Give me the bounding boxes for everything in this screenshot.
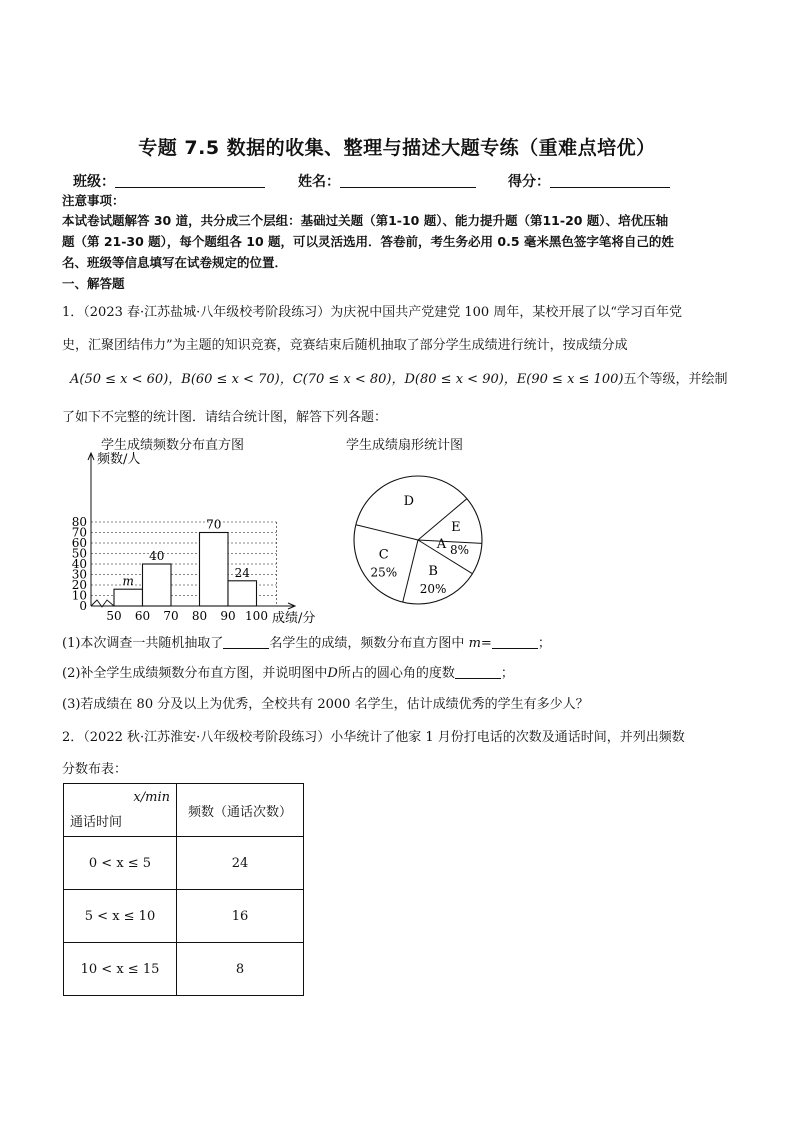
histogram-labels: [72, 452, 316, 624]
q1-grades-tail: 五个等级，并绘制: [623, 372, 728, 387]
section-heading: 一、解答题: [62, 276, 125, 291]
y-tick-label: 30: [71, 567, 87, 582]
class-blank[interactable]: [115, 173, 265, 188]
x-axis-label: 成绩/分: [272, 611, 316, 624]
y-tick-label: 20: [71, 578, 87, 592]
q1-sub1-text-b: 名学生的成绩，频数分布直方图中: [269, 636, 465, 651]
q1-sub1-m: m: [468, 636, 481, 651]
x-tick-label: 50: [106, 609, 122, 623]
notice-line-1: 本试卷试题解答 30 道，共分成三个层组：基础过关题（第1-10 题）、能力提升题（第11-20 题）、培优压轴: [62, 213, 669, 228]
x-tick-label: 100: [245, 609, 268, 623]
notice-heading: 注意事项：: [62, 193, 125, 208]
pie-slice-name: E: [451, 520, 461, 536]
notice-line-3: 名、班级等信息填写在试卷规定的位置．: [62, 255, 288, 270]
q1-sub-2: [62, 663, 514, 684]
pie-slice-name: A: [436, 536, 447, 552]
score-label: 得分：: [508, 174, 550, 190]
y-axis-label: 频数/人: [97, 452, 141, 467]
q1-sub2-text-b: 所占的圆心角的度数: [337, 666, 455, 681]
pie-chart: [348, 470, 488, 610]
q1-line-1: 1．（2023 春·江苏盐城·八年级校考阶段练习）为庆祝中国共产党建党 100 周年，某校开展了以“学习百年党: [62, 305, 682, 320]
bar-value-label: 70: [206, 517, 222, 532]
x-tick-label: 60: [134, 609, 151, 623]
histogram-axes: [88, 453, 295, 609]
page-title: 专题 7.5 数据的收集、整理与描述大题专练（重难点培优）: [138, 137, 656, 159]
table-row: [64, 890, 304, 943]
histogram-bar: [228, 581, 257, 606]
table-cell-count: 24: [177, 837, 304, 890]
histogram-title: 学生成绩频数分布直方图: [101, 438, 245, 453]
x-tick-label: 80: [191, 609, 208, 623]
y-tick-label: 10: [71, 588, 87, 603]
pie-slices: [354, 476, 482, 604]
q1-line-4: 了如下不完整的统计图．请结合统计图，解答下列各题：: [62, 410, 388, 425]
y-tick-label: 40: [71, 557, 87, 571]
frequency-table: [63, 783, 304, 996]
name-blank[interactable]: [340, 173, 476, 188]
x-tick-label: 90: [220, 609, 236, 623]
notice-line-2: 题（第 21-30 题），每个题组各 10 题，可以灵活选用．答卷前，考生务必用 0.5 毫米黑色签字笔将自己的姓: [62, 234, 674, 249]
table-cell-range: 5 < x ≤ 10: [64, 890, 177, 943]
pie-slice-percent: 20%: [419, 582, 447, 597]
table-row: [64, 943, 304, 996]
name-label: 姓名：: [298, 174, 340, 190]
q1-sub1-blank-1[interactable]: [223, 636, 269, 649]
q1-sub1-eq: =: [480, 636, 492, 651]
y-tick-label: 50: [71, 546, 87, 561]
table-cell-count: 8: [177, 943, 304, 996]
table-header-label: 通话时间: [70, 815, 123, 830]
q1-sub1-end: ；: [537, 636, 551, 651]
q1-grades: [70, 369, 727, 390]
q2-line-1: 2．（2022 秋·江苏淮安·八年级校考阶段练习）小华统计了他家 1 月份打电话的次数及通话时间，并列出频数: [62, 730, 685, 745]
q1-sub1-blank-2[interactable]: [492, 636, 538, 649]
y-tick-label: 70: [71, 525, 87, 540]
bar-value-label: 40: [149, 549, 165, 563]
class-field: [73, 171, 265, 191]
class-label: 班级：: [73, 174, 115, 190]
score-blank[interactable]: [550, 173, 670, 188]
q1-sub-1: [62, 633, 551, 654]
pie-slice-percent: 8%: [449, 542, 470, 557]
pie-slice-name: B: [428, 564, 438, 580]
table-header-count: 频数（通话次数）: [177, 784, 304, 837]
y-tick-label: 0: [79, 599, 87, 613]
y-tick-label: 80: [71, 515, 87, 529]
table-row: [64, 837, 304, 890]
y-tick-label: 60: [71, 536, 87, 550]
table-header-row: [64, 784, 304, 837]
q1-sub2-end: ；: [500, 666, 514, 681]
q1-sub2-text-a: (2)补全学生成绩频数分布直方图，并说明图中: [62, 666, 328, 681]
table-cell-range: 10 < x ≤ 15: [64, 943, 177, 996]
pie-slice-percent: 25%: [370, 565, 398, 580]
table-header-var: x/min: [133, 790, 170, 805]
pie-title: 学生成绩扇形统计图: [346, 438, 464, 453]
bar-value-label: m: [122, 574, 134, 589]
x-tick-label: 70: [163, 609, 179, 623]
q1-line-2: 史，汇聚团结伟力”为主题的知识竞赛，竞赛结束后随机抽取了部分学生成绩进行统计，按成绩分成: [62, 338, 628, 353]
q1-sub1-text-a: (1)本次调查一共随机抽取了: [62, 636, 224, 651]
histogram-bar: [200, 533, 229, 607]
q1-grade-ranges: A(50 ≤ x < 60)，B(60 ≤ x < 70)，C(70 ≤ x < 80)，D(80 ≤ x < 90)，E(90 ≤ x ≤ 100): [70, 372, 624, 387]
histogram-bar: [143, 564, 172, 606]
histogram-chart: [68, 452, 338, 624]
name-field: [298, 171, 476, 191]
q1-sub2-blank[interactable]: [455, 666, 501, 679]
score-field: [508, 171, 670, 191]
bar-value-label: 24: [234, 565, 250, 580]
pie-slice-name: D: [403, 494, 415, 510]
histogram-bar: [114, 589, 143, 606]
pie-slice-name: C: [378, 547, 389, 563]
table-cell-range: 0 < x ≤ 5: [64, 837, 177, 890]
table-header-time: [64, 784, 177, 837]
q1-sub-3: (3)若成绩在 80 分及以上为优秀，全校共有 2000 名学生，估计成绩优秀的学生有多少人？: [62, 697, 589, 712]
table-cell-count: 16: [177, 890, 304, 943]
q1-sub2-d: D: [327, 666, 338, 681]
q2-line-2: 分数布表：: [62, 762, 128, 777]
